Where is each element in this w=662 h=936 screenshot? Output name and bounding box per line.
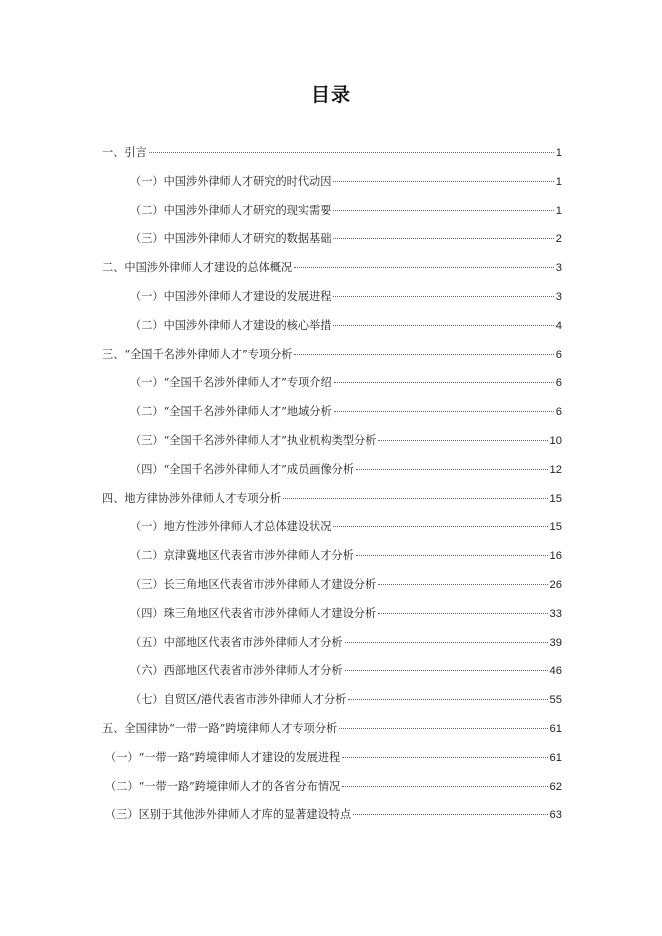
dot-leader — [348, 699, 547, 700]
dot-leader — [333, 210, 553, 211]
toc-entry-label: （四）珠三角地区代表省市涉外律师人才建设分析 — [130, 606, 377, 620]
toc-entry[interactable] — [102, 513, 562, 542]
dot-leader — [356, 555, 548, 556]
toc-entry-page-number: 16 — [549, 550, 562, 563]
toc-entry-page-number: 3 — [555, 262, 562, 275]
dot-leader — [334, 411, 554, 412]
toc-entry-label: 二、中国涉外律师人才建设的总体概况 — [102, 261, 293, 275]
toc-entry-page-number: 15 — [549, 521, 562, 534]
toc-entry-label: 三、“全国千名涉外律师人才”专项分析 — [102, 347, 293, 361]
dot-leader — [339, 728, 547, 729]
toc-entry[interactable] — [102, 485, 562, 514]
toc-entry[interactable] — [102, 801, 562, 830]
toc-entry[interactable] — [102, 139, 562, 168]
toc-entry-label: 四、地方律协涉外律师人才专项分析 — [102, 491, 282, 505]
toc-entry-label: （三）区别于其他涉外律师人才库的显著建设特点 — [105, 808, 352, 822]
table-of-contents — [102, 139, 562, 830]
toc-entry[interactable] — [102, 341, 562, 370]
dot-leader — [333, 296, 553, 297]
dot-leader — [294, 267, 554, 268]
toc-entry-label: （一）“全国千名涉外律师人才”专项介绍 — [130, 376, 332, 390]
toc-entry-page-number: 10 — [549, 434, 562, 447]
dot-leader — [342, 757, 547, 758]
toc-entry-page-number: 55 — [549, 694, 562, 707]
dot-leader — [353, 814, 547, 815]
toc-entry-page-number: 15 — [549, 492, 562, 505]
toc-entry[interactable] — [102, 312, 562, 341]
toc-entry[interactable] — [102, 456, 562, 485]
toc-entry-page-number: 33 — [549, 607, 562, 620]
toc-entry-page-number: 1 — [555, 147, 562, 159]
toc-entry[interactable] — [102, 398, 562, 427]
toc-entry-page-number: 63 — [549, 809, 562, 822]
dot-leader — [378, 613, 547, 614]
toc-entry[interactable] — [102, 225, 562, 254]
toc-entry-page-number: 6 — [555, 377, 562, 390]
dot-leader — [378, 584, 547, 585]
toc-entry[interactable] — [102, 773, 562, 802]
toc-entry[interactable] — [102, 369, 562, 398]
dot-leader — [333, 526, 547, 527]
dot-leader — [294, 354, 553, 355]
toc-entry[interactable] — [102, 657, 562, 686]
dot-leader — [333, 325, 553, 326]
toc-entry-label: （一）中国涉外律师人才建设的发展进程 — [130, 289, 332, 303]
toc-entry-page-number: 1 — [555, 204, 562, 217]
toc-entry-label: （一）中国涉外律师人才研究的时代动因 — [130, 174, 332, 188]
toc-entry-page-number: 61 — [549, 751, 562, 764]
toc-entry-page-number: 61 — [549, 722, 562, 735]
dot-leader — [342, 786, 547, 787]
toc-entry-page-number: 6 — [555, 348, 562, 361]
toc-entry-page-number: 26 — [549, 578, 562, 591]
toc-entry-label: （六）西部地区代表省市涉外律师人才分析 — [130, 664, 343, 678]
toc-entry-label: （三）“全国千名涉外律师人才”执业机构类型分析 — [130, 433, 377, 447]
dot-leader — [283, 498, 548, 499]
toc-entry-label: （一）地方性涉外律师人才总体建设状况 — [130, 520, 332, 534]
toc-entry-page-number: 6 — [555, 406, 562, 419]
dot-leader — [378, 440, 547, 441]
toc-entry[interactable] — [102, 715, 562, 744]
toc-entry[interactable] — [102, 686, 562, 715]
toc-entry-label: （一）“一带一路”跨境律师人才建设的发展进程 — [105, 750, 341, 764]
toc-entry-page-number: 46 — [549, 665, 562, 678]
toc-entry[interactable] — [102, 629, 562, 658]
toc-entry-label: （三）中国涉外律师人才研究的数据基础 — [130, 232, 332, 246]
dot-leader — [334, 382, 554, 383]
toc-entry-label: 五、全国律协“一带一路”跨境律师人才专项分析 — [102, 721, 338, 735]
toc-entry-page-number: 2 — [555, 233, 562, 246]
toc-entry-page-number: 1 — [555, 175, 562, 188]
toc-entry[interactable] — [102, 283, 562, 312]
toc-entry-label: （二）“一带一路”跨境律师人才的各省分布情况 — [105, 779, 341, 793]
toc-entry-label: （三）长三角地区代表省市涉外律师人才建设分析 — [130, 577, 377, 591]
toc-entry-label: （五）中部地区代表省市涉外律师人才分析 — [130, 635, 343, 649]
toc-entry[interactable] — [102, 542, 562, 571]
toc-entry-page-number: 12 — [549, 463, 562, 476]
toc-entry-page-number: 39 — [549, 636, 562, 649]
toc-entry[interactable] — [102, 197, 562, 226]
toc-entry[interactable] — [102, 427, 562, 456]
toc-entry-label: （二）京津冀地区代表省市涉外律师人才分析 — [130, 549, 354, 563]
toc-entry[interactable] — [102, 254, 562, 283]
dot-leader — [356, 469, 548, 470]
toc-entry[interactable] — [102, 744, 562, 773]
toc-entry-page-number: 4 — [555, 319, 562, 332]
toc-entry-label: （二）中国涉外律师人才建设的核心举措 — [130, 318, 332, 332]
dot-leader — [333, 238, 553, 239]
dot-leader — [345, 642, 548, 643]
toc-entry-label: 一、引言 — [102, 146, 147, 159]
toc-entry-page-number: 62 — [549, 780, 562, 793]
dot-leader — [333, 181, 553, 182]
dot-leader — [149, 152, 554, 153]
toc-entry-label: （七）自贸区/港代表省市涉外律师人才分析 — [130, 693, 347, 707]
page-title: 目录 — [310, 84, 351, 106]
dot-leader — [345, 670, 548, 671]
toc-entry[interactable] — [102, 600, 562, 629]
toc-entry-page-number: 3 — [555, 290, 562, 303]
toc-entry-label: （四）“全国千名涉外律师人才”成员画像分析 — [130, 462, 355, 476]
toc-entry[interactable] — [102, 168, 562, 197]
toc-entry[interactable] — [102, 571, 562, 600]
toc-entry-label: （二）中国涉外律师人才研究的现实需要 — [130, 203, 332, 217]
toc-entry-label: （二）“全国千名涉外律师人才”地域分析 — [130, 405, 332, 419]
